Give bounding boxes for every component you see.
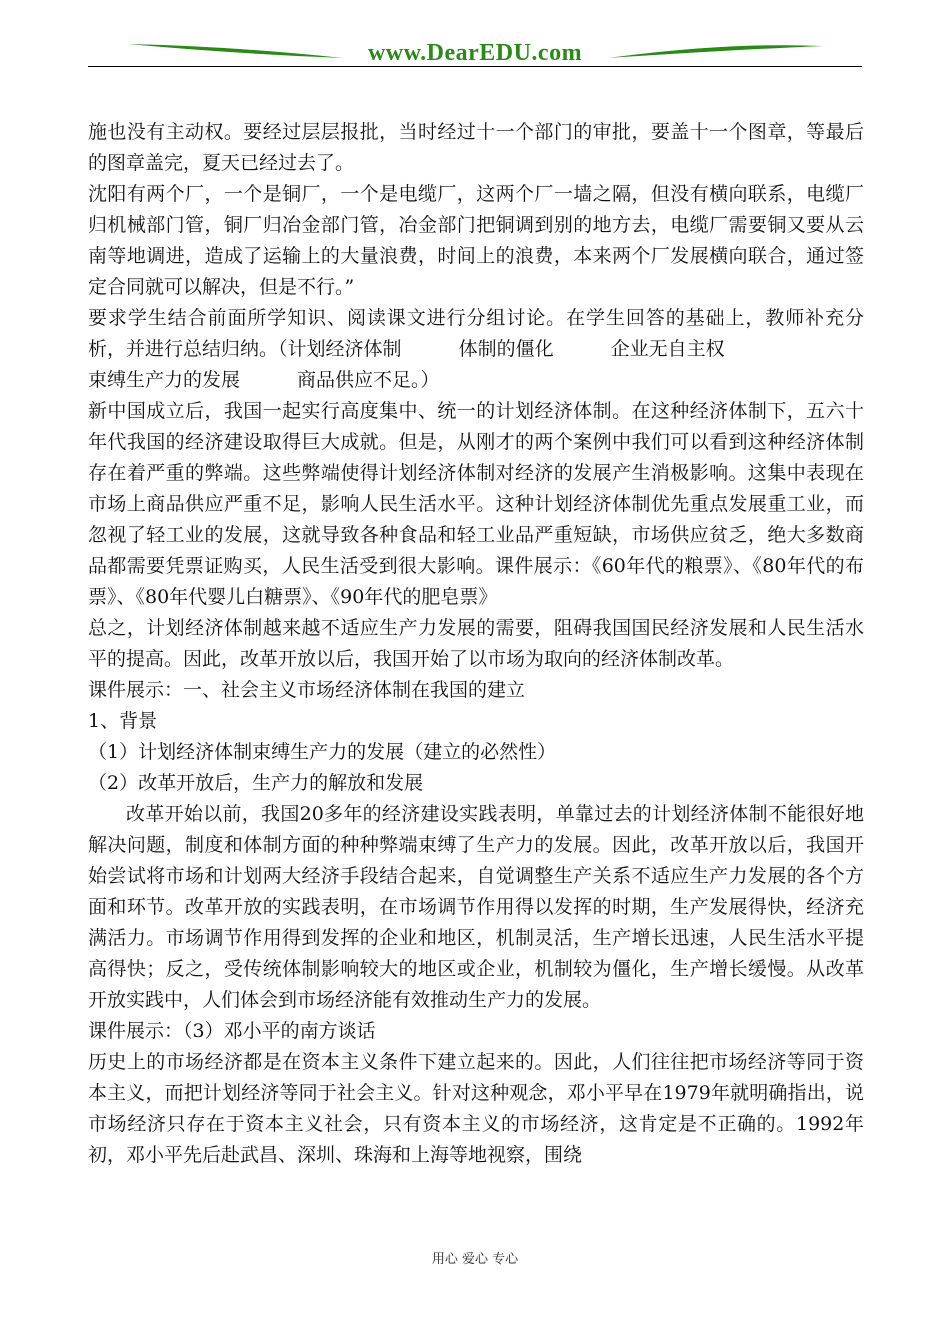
paragraph: 新中国成立后，我国一起实行高度集中、统一的计划经济体制。在这种经济体制下，五六十年代我国的经济建设取得巨大成就。但是，从刚才的两个案例中我们可以看到这种经济体制存在着严重的弊端。这些弊端使得计划经济体制对经济的发展产生消极影响。这集中表现在市场上商品供应严重不足，影响人民生活水平。这种计划经济体制优先重点发展重工业，而忽视了轻工业的发展，这就导致各种食品和轻工业品严重短缺，市场供应贫乏，绝大多数商品都需要凭票证购买，人民生活受到很大影响。课件展示：《60年代的粮票》、《80年代的布票》、《80年代婴儿白糖票》、《90年代的肥皂票》 bbox=[88, 400, 864, 608]
paragraph: 历史上的市场经济都是在资本主义条件下建立起来的。因此，人们往往把市场经济等同于资本主义，而把计划经济等同于社会主义。针对这种观念，邓小平早在1979年就明确指出，说市场经济只存在于资本主义社会，只有资本主义的市场经济，这肯定是不正确的。1992年初，邓小平先后赴武昌、深圳、珠海和上海等地视察，围绕 bbox=[88, 1051, 864, 1166]
list-item: （2）改革开放后，生产力的解放和发展 bbox=[88, 772, 424, 794]
paragraph: 沈阳有两个厂，一个是铜厂，一个是电缆厂，这两个厂一墙之隔，但没有横向联系，电缆厂归机械部门管，铜厂归冶金部门管，冶金部门把铜调到别的地方去，电缆厂需要铜又要从云南等地调进，造成了运输上的大量浪费，时间上的浪费，本来两个厂发展横向联合，通过签定合同就可以解决，但是不行。” bbox=[88, 183, 864, 298]
header-rule bbox=[88, 66, 862, 67]
paragraph: 改革开始以前，我国20多年的经济建设实践表明，单靠过去的计划经济体制不能很好地解决问题，制度和体制方面的种种弊端束缚了生产力的发展。因此，改革开放以后，我国开始尝试将市场和计划两大经济手段结合起来，自觉调整生产关系不适应生产力发展的各个方面和环节。改革开放的实践表明，在市场调节作用得以发挥的时期，生产发展得快，经济充满活力。市场调节作用得到发挥的企业和地区，机制灵活，生产增长迅速，人民生活水平提高得快；反之，受传统体制影响较大的地区或企业，机制较为僵化，生产增长缓慢。从改革开放实践中，人们体会到市场经济能有效推动生产力的发展。 bbox=[88, 803, 864, 1011]
flow-step: 体制的僵化 bbox=[458, 338, 554, 360]
heading: 1、背景 bbox=[88, 710, 158, 732]
paragraph: 施也没有主动权。要经过层层报批，当时经过十一个部门的审批，要盖十一个图章，等最后的图章盖完，夏天已经过去了。 bbox=[88, 121, 864, 174]
heading: 课件展示：一、社会主义市场经济体制在我国的建立 bbox=[88, 679, 526, 701]
heading: 课件展示：（3）邓小平的南方谈话 bbox=[88, 1020, 376, 1042]
flow-step: 计划经济体制 bbox=[287, 338, 402, 360]
page-footer: 用心 爱心 专心 bbox=[431, 1252, 519, 1267]
site-logo[interactable]: www.DearEDU.com bbox=[367, 40, 583, 66]
document-body bbox=[88, 117, 864, 1171]
flow-step: 企业无自主权 bbox=[610, 338, 725, 360]
paragraph bbox=[88, 365, 864, 396]
flow-step: 束缚生产力的发展 bbox=[88, 369, 241, 391]
paragraph: 要求学生结合前面所学知识、阅读课文进行分组讨论。在学生回答的基础上，教师补充分析，并进行总结归纳。（计划经济体制 体制的僵化 企业无自主权 bbox=[88, 307, 864, 360]
paragraph: 总之，计划经济体制越来越不适应生产力发展的需要，阻碍我国国民经济发展和人民生活水平的提高。因此，改革开放以后，我国开始了以市场为取向的经济体制改革。 bbox=[88, 617, 864, 670]
flow-step: 商品供应不足。） bbox=[297, 369, 440, 391]
page-header bbox=[88, 34, 862, 74]
list-item: （1）计划经济体制束缚生产力的发展（建立的必然性） bbox=[88, 741, 557, 763]
